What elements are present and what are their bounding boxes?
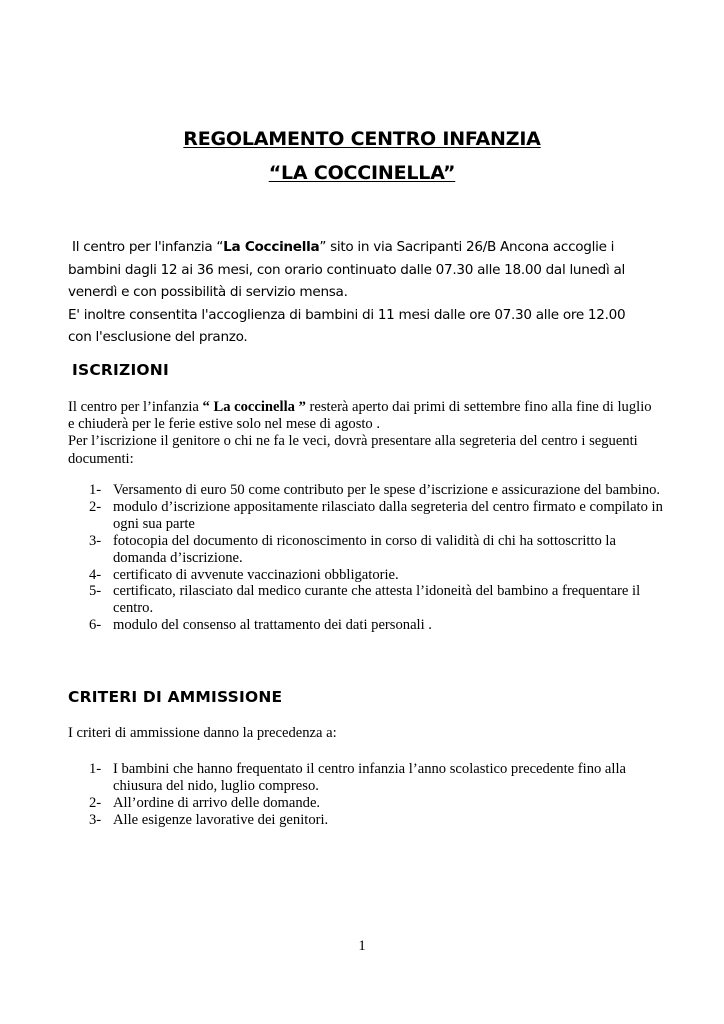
centre-name: La Coccinella (223, 239, 320, 255)
list-item-number: 2- (89, 498, 102, 515)
iscrizioni-centre-name: “ La coccinella ” (202, 399, 306, 415)
iscrizioni-p1-end: resterà aperto dai primi di settembre fino alla fine di luglio e chiuderà per le ferie estive solo nel mese di agosto . (68, 399, 652, 433)
intro-paragraph (68, 236, 668, 349)
list-item-number: 3- (89, 532, 102, 549)
list-item (89, 499, 664, 533)
list-item (89, 795, 664, 812)
list-item (89, 617, 664, 634)
iscrizioni-heading: ISCRIZIONI (72, 361, 169, 379)
page-number: 1 (358, 938, 366, 954)
intro-line-2: bambini dagli 12 ai 36 mesi, con orario continuato dalle 07.30 alle 18.00 dal lunedì al (68, 261, 625, 278)
list-item-text: certificato di avvenute vaccinazioni obbligatorie. (113, 566, 399, 583)
intro-line-3: venerdì e con possibilità di servizio mensa. (68, 284, 348, 300)
intro-line-1-end: ” sito in via Sacripanti 26/B Ancona accoglie i (319, 239, 615, 255)
list-item-text: Versamento di euro 50 come contributo per le spese d’iscrizione e assicurazione del bambino. (113, 482, 661, 498)
list-item-number: 2- (89, 794, 102, 811)
intro-line-1 (68, 236, 668, 259)
list-item (89, 761, 664, 795)
list-item-text: Alle esigenze lavorative dei genitori. (113, 811, 329, 828)
list-item (89, 812, 664, 829)
documents-list (89, 482, 664, 634)
list-item-number: 3- (89, 811, 102, 828)
criteria-list (89, 761, 664, 829)
list-item-number: 1- (89, 761, 102, 777)
list-item-number: 4- (89, 566, 102, 583)
iscrizioni-p1-start: Il centro per l’infanzia (68, 399, 203, 415)
list-item-number: 6- (89, 617, 102, 634)
list-item-text: I bambini che hanno frequentato il centro infanzia l’anno scolastico precedente fino alla chiusura del nido, luglio compreso. (113, 761, 626, 794)
list-item-text: All’ordine di arrivo delle domande. (113, 794, 321, 811)
iscrizioni-paragraph-2: Per l’iscrizione il genitore o chi ne fa le veci, dovrà presentare alla segreteria del centro i seguenti documenti: (68, 433, 638, 467)
document-subtitle: “LA COCCINELLA” (268, 162, 456, 184)
criteri-body (68, 725, 658, 742)
criteri-paragraph: I criteri di ammissione danno la precedenza a: (68, 725, 337, 741)
list-item-text: fotocopia del documento di riconoscimento in corso di validità di chi ha sottoscritto la domanda d’iscrizione. (113, 532, 616, 566)
list-item (89, 533, 664, 567)
criteri-heading: CRITERI DI AMMISSIONE (68, 688, 283, 706)
intro-line-4: E' inoltre consentita l'accoglienza di bambini di 11 mesi dalle ore 07.30 alle ore 12.00 (68, 306, 626, 323)
list-item-text: modulo del consenso al trattamento dei dati personali . (113, 617, 432, 634)
list-item (89, 482, 664, 499)
document-title: REGOLAMENTO CENTRO INFANZIA (183, 128, 541, 150)
iscrizioni-body (68, 399, 658, 468)
iscrizioni-paragraph-1 (68, 399, 658, 433)
intro-line-5: con l'esclusione del pranzo. (68, 329, 248, 345)
list-item (89, 567, 664, 584)
list-item-number: 5- (89, 583, 102, 600)
list-item-text: modulo d’iscrizione appositamente rilasciato dalla segreteria del centro firmato e compilato in ogni sua parte (113, 498, 663, 532)
intro-line-1-start: Il centro per l'infanzia “ (72, 239, 224, 255)
list-item-number: 1- (89, 482, 102, 498)
list-item (89, 583, 664, 617)
list-item-text: certificato, rilasciato dal medico curante che attesta l’idoneità del bambino a frequentare il centro. (113, 583, 641, 617)
